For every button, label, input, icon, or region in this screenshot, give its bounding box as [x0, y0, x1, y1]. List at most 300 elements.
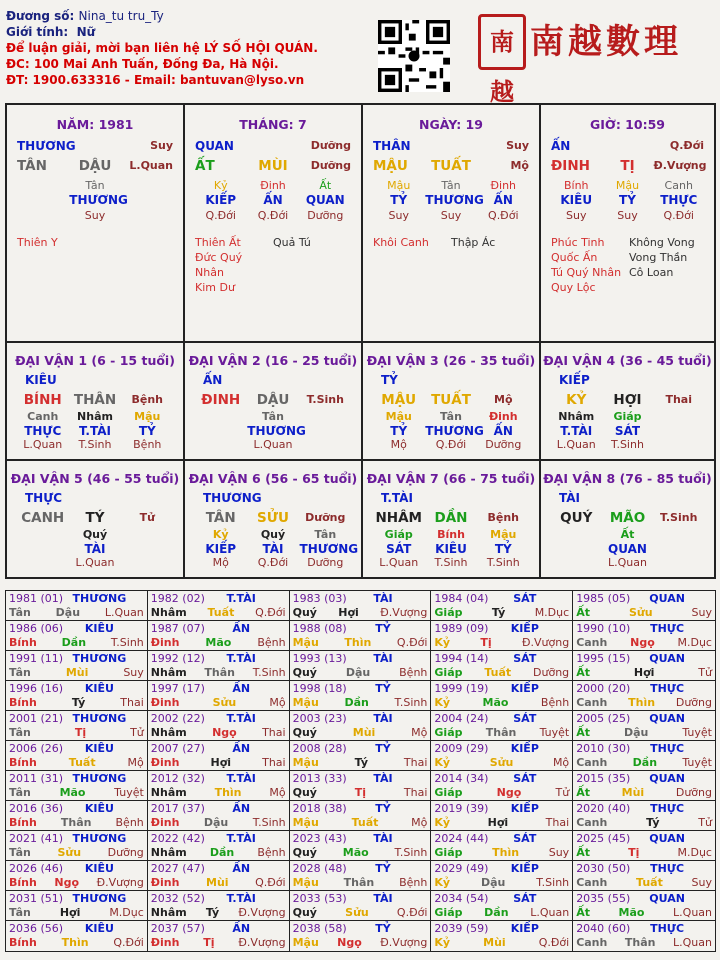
spacer: [551, 542, 601, 556]
hidden-star: THỰC: [24, 424, 62, 438]
year-ganzhi-row: [431, 726, 572, 740]
year-can: Quý: [292, 846, 317, 859]
dai-van-chi: SỬU: [257, 510, 289, 526]
auspicious-star: Quốc Ấn: [551, 251, 598, 264]
year-can: Mậu: [292, 936, 319, 949]
year-can: Tân: [9, 906, 31, 919]
year-can: Nhâm: [150, 906, 187, 919]
year-cell: [431, 921, 573, 951]
pillar-right: Đ.Vượng: [653, 159, 707, 172]
year-ganzhi-row: [573, 846, 715, 860]
dai-van-title: ĐẠI VẬN 3 (26 - 35 tuổi): [366, 353, 536, 368]
year-header-row: [6, 651, 147, 666]
year-can: Giáp: [434, 846, 463, 859]
year-ganzhi-row: [148, 876, 289, 890]
year-header-row: [6, 891, 147, 906]
hidden-can: Mậu: [134, 410, 161, 423]
year-star: QUAN: [649, 772, 685, 785]
year-chi: Dậu: [480, 876, 506, 889]
year-star: QUAN: [649, 592, 685, 605]
inauspicious-star: Thập Ác: [451, 236, 496, 249]
year-stage: Đ.Vượng: [380, 606, 428, 619]
year-label: 1981 (01): [9, 592, 64, 605]
year-label: 2012 (32): [150, 772, 205, 785]
year-header-row: [573, 741, 715, 756]
dai-van-title: ĐẠI VẬN 6 (56 - 65 tuổi): [188, 471, 358, 486]
year-chi: Ngọ: [54, 876, 80, 889]
year-chi: Dậu: [203, 816, 229, 829]
hidden-can: Bính: [437, 528, 465, 541]
year-ganzhi-row: [431, 636, 572, 650]
hidden-star: T.TÀI: [560, 424, 593, 438]
year-header-row: [6, 681, 147, 696]
year-ganzhi-row: [290, 876, 431, 890]
hidden-stage: Q.Đới: [205, 209, 236, 222]
year-ganzhi-row: [6, 696, 147, 710]
year-star: ẤN: [232, 862, 251, 875]
pillar-chi: TUẤT: [431, 158, 471, 174]
year-ganzhi-row: [6, 786, 147, 800]
year-label: 2014 (34): [434, 772, 489, 785]
year-stage: Thai: [403, 786, 428, 799]
year-stage: L.Quan: [104, 606, 144, 619]
year-cell: [431, 711, 573, 741]
year-ganzhi-row: [290, 756, 431, 770]
year-can: Giáp: [434, 786, 463, 799]
hidden-can: Tân: [440, 410, 462, 423]
spacer: [69, 138, 120, 154]
year-label: 2008 (28): [292, 742, 347, 755]
spacer: [425, 138, 476, 154]
year-can: Bính: [9, 696, 37, 709]
pillar-title: NĂM: 1981: [56, 117, 134, 132]
dai-van-chi: TUẤT: [431, 392, 471, 408]
year-can: Giáp: [434, 726, 463, 739]
year-cell: [6, 711, 148, 741]
pillar-stage: Dưỡng: [310, 139, 351, 152]
year-ganzhi-row: [148, 786, 289, 800]
spacer: [17, 193, 68, 208]
year-cell: [573, 771, 715, 801]
hidden-can-row: [541, 178, 714, 193]
hidden-can: Kỷ: [212, 528, 229, 541]
pillar-chi: TỊ: [620, 158, 635, 174]
year-can: Quý: [292, 906, 317, 919]
year-chi: Tuất: [207, 606, 235, 619]
year-ganzhi-row: [6, 936, 147, 950]
year-stage: Tuyệt: [682, 726, 712, 739]
year-cell: [573, 801, 715, 831]
year-header-row: [431, 771, 572, 786]
year-cell: [148, 591, 290, 621]
year-label: 1983 (03): [292, 592, 347, 605]
year-can: Quý: [292, 786, 317, 799]
year-can: Canh: [576, 756, 608, 769]
hidden-can: Tân: [85, 179, 105, 192]
year-star: KIÊU: [84, 862, 114, 875]
dai-van-main-row: [363, 390, 539, 410]
inauspicious-star: Vong Thần: [629, 251, 688, 264]
year-label: 1992 (12): [150, 652, 205, 665]
year-ganzhi-row: [573, 876, 715, 890]
pillar-day: [363, 105, 541, 343]
year-header-row: [6, 711, 147, 726]
year-stage: T.Sinh: [110, 636, 144, 649]
hidden-star-row: [185, 542, 361, 556]
hidden-stage-row: [185, 208, 361, 223]
year-stage: Q.Đới: [396, 636, 428, 649]
pillar-right: L.Quan: [129, 159, 173, 172]
brand-logo-text: 南越數理: [530, 22, 682, 62]
year-chi: Thân: [624, 936, 656, 949]
year-label: 1988 (08): [292, 622, 347, 635]
year-can: Kỷ: [434, 636, 451, 649]
year-star: KIẾP: [510, 802, 539, 815]
spacer: [17, 542, 68, 556]
year-header-row: [148, 861, 289, 876]
year-ganzhi-row: [573, 636, 715, 650]
year-ganzhi-row: [431, 816, 572, 830]
year-cell: [290, 681, 432, 711]
year-can: Ất: [576, 726, 590, 739]
year-label: 2010 (30): [576, 742, 631, 755]
year-star: KIÊU: [84, 622, 114, 635]
year-star: ẤN: [232, 622, 251, 635]
year-cell: [290, 711, 432, 741]
spacer: [654, 542, 704, 556]
year-header-row: [431, 801, 572, 816]
year-cell: [6, 771, 148, 801]
hidden-stage: Q.Đới: [435, 438, 467, 451]
year-stage: T.Sinh: [394, 696, 428, 709]
year-ganzhi-row: [290, 906, 431, 920]
year-chi: Hợi: [59, 906, 81, 919]
year-label: 2032 (52): [150, 892, 205, 905]
hidden-can: Bính: [563, 179, 589, 192]
hidden-star-row: [541, 193, 714, 208]
hidden-can: Tân: [441, 179, 461, 192]
year-stage: M.Dục: [677, 636, 712, 649]
hidden-star: THƯƠNG: [425, 424, 484, 438]
year-cell: [148, 741, 290, 771]
pillar-chi: DẬU: [78, 158, 112, 174]
year-chi: Mùi: [483, 936, 506, 949]
year-stage: Đ.Vượng: [238, 936, 286, 949]
year-can: Bính: [9, 636, 37, 649]
hidden-stage: Suy: [617, 209, 638, 222]
hidden-stage: Dưỡng: [307, 556, 344, 569]
year-can: Tân: [9, 606, 31, 619]
hidden-stage-row: [541, 438, 714, 452]
year-header-row: [573, 801, 715, 816]
year-header-row: [431, 681, 572, 696]
hidden-stage-row: [185, 556, 361, 570]
year-star: SÁT: [513, 712, 537, 725]
dai-van-star: THỰC: [25, 491, 63, 505]
hidden-can: Đinh: [488, 410, 518, 423]
year-chi: Sửu: [57, 846, 82, 859]
pillar-title: THÁNG: 7: [239, 117, 307, 132]
pillar-main-row: [185, 156, 361, 176]
year-label: 2031 (51): [9, 892, 64, 905]
year-ganzhi-row: [290, 666, 431, 680]
pillar-can: ẤT: [195, 158, 215, 174]
year-header-row: [290, 711, 431, 726]
year-ganzhi-row: [6, 666, 147, 680]
year-chi: Tý: [354, 756, 369, 769]
pillar-hour: [541, 105, 714, 343]
year-star: KIẾP: [510, 622, 539, 635]
auspicious-star: Phúc Tinh: [551, 236, 605, 249]
year-star: THỰC: [650, 862, 685, 875]
year-star: ẤN: [232, 742, 251, 755]
year-chi: Dần: [484, 906, 509, 919]
year-star: THƯƠNG: [72, 772, 127, 785]
year-star: KIẾP: [510, 682, 539, 695]
spacer: [254, 490, 305, 506]
hidden-can-row: [363, 528, 539, 542]
year-ganzhi-row: [431, 666, 572, 680]
year-chi: Dậu: [55, 606, 81, 619]
hidden-star: SÁT: [386, 542, 412, 556]
year-cell: [290, 891, 432, 921]
spacer: [551, 556, 601, 570]
dai-van-star: ẤN: [203, 373, 223, 387]
dai-van-chi: DẬU: [256, 392, 290, 408]
year-cell: [431, 651, 573, 681]
year-ganzhi-row: [431, 906, 572, 920]
year-ganzhi-row: [148, 606, 289, 620]
dai-van-star-row: [185, 372, 361, 388]
year-header-row: [431, 861, 572, 876]
spacer: [17, 528, 68, 542]
year-header-row: [6, 621, 147, 636]
year-chi: Ngọ: [337, 936, 362, 949]
year-header-row: [6, 771, 147, 786]
year-label: 1999 (19): [434, 682, 489, 695]
year-star: THƯƠNG: [72, 652, 127, 665]
year-can: Đinh: [150, 936, 180, 949]
dai-van-5: [7, 461, 185, 577]
hidden-stage: L.Quan: [75, 556, 115, 569]
pillar-right: Dưỡng: [310, 159, 351, 172]
year-star: KIẾP: [510, 862, 539, 875]
year-can: Bính: [9, 936, 37, 949]
year-chi: Thân: [343, 876, 375, 889]
pillar-month: [185, 105, 363, 343]
spacer: [122, 193, 173, 208]
year-cell: [573, 681, 715, 711]
year-star: THỰC: [650, 682, 685, 695]
year-ganzhi-row: [148, 666, 289, 680]
hidden-stage-row: [363, 208, 539, 223]
year-can: Đinh: [150, 696, 180, 709]
year-stage: Suy: [691, 606, 712, 619]
pillar-main-row: [7, 156, 183, 176]
ma-so-line: Đương số: Nina_tu tru_Ty: [6, 9, 164, 23]
year-ganzhi-row: [148, 756, 289, 770]
year-label: 2033 (53): [292, 892, 347, 905]
year-chi: Thìn: [214, 786, 242, 799]
year-can: Bính: [9, 756, 37, 769]
spacer: [654, 438, 704, 452]
hidden-star: KIÊU: [560, 193, 593, 207]
year-label: 1985 (05): [576, 592, 631, 605]
dai-van-title: ĐẠI VẬN 7 (66 - 75 tuổi): [366, 471, 536, 486]
year-cell: [6, 891, 148, 921]
dai-van-6: [185, 461, 363, 577]
year-can: Canh: [576, 636, 608, 649]
spacer: [76, 490, 127, 506]
year-header-row: [148, 591, 289, 606]
year-can: Đinh: [150, 816, 180, 829]
dai-van-main-row: [185, 390, 361, 410]
year-label: 2024 (44): [434, 832, 489, 845]
inauspicious-star: Cô Loan: [629, 266, 674, 279]
year-chi: Tuất: [68, 756, 96, 769]
hidden-star-row: [7, 424, 183, 438]
year-cell: [148, 921, 290, 951]
phone-email-line: ĐT: 1900.633316 - Email: bantuvan@lyso.vn: [6, 73, 305, 87]
year-chi: Sửu: [489, 756, 514, 769]
year-chi: Sửu: [628, 606, 653, 619]
hidden-star: TÀI: [84, 542, 106, 556]
year-label: 2003 (23): [292, 712, 347, 725]
year-star: T.TÀI: [226, 712, 256, 725]
year-chi: Dậu: [623, 726, 649, 739]
hidden-can: Giáp: [384, 528, 413, 541]
year-ganzhi-row: [431, 936, 572, 950]
year-cell: [431, 891, 573, 921]
hidden-can: Mậu: [387, 179, 411, 192]
annual-luck-table: [5, 590, 716, 952]
hidden-can: Nhâm: [77, 410, 113, 423]
hidden-stage: Q.Đới: [257, 209, 289, 222]
year-label: 1995 (15): [576, 652, 631, 665]
year-stage: Mộ: [269, 786, 286, 799]
dai-van-4: [541, 343, 714, 461]
dai-van-can: ĐINH: [201, 392, 241, 408]
year-star: ẤN: [232, 922, 251, 935]
hidden-star: KIẾP: [205, 193, 237, 207]
pillar-chi: MÙI: [258, 158, 288, 174]
hidden-star: SÁT: [614, 424, 641, 438]
year-header-row: [6, 861, 147, 876]
year-chi: Mão: [205, 636, 232, 649]
year-star: TỶ: [375, 802, 391, 815]
year-stage: Suy: [691, 876, 712, 889]
year-cell: [148, 801, 290, 831]
year-star: SÁT: [513, 892, 537, 905]
year-cell: [573, 861, 715, 891]
year-ganzhi-row: [148, 636, 289, 650]
year-can: Nhâm: [150, 846, 187, 859]
year-ganzhi-row: [573, 726, 715, 740]
year-stage: Q.Đới: [113, 936, 144, 949]
dai-van-can: KỶ: [566, 392, 587, 408]
year-chi: Tuất: [484, 666, 512, 679]
star-row: [363, 235, 539, 250]
dai-van-star: KIÊU: [25, 373, 57, 387]
hidden-can: Đinh: [260, 179, 286, 192]
year-stage: Bệnh: [115, 816, 144, 829]
spacer: [551, 528, 601, 542]
hidden-stage-row: [363, 438, 539, 452]
year-header-row: [290, 891, 431, 906]
year-cell: [6, 831, 148, 861]
hidden-star: QUAN: [608, 542, 647, 556]
year-stage: Tuyệt: [682, 756, 712, 769]
year-cell: [6, 921, 148, 951]
year-header-row: [148, 711, 289, 726]
qr-code-icon[interactable]: [378, 20, 450, 92]
year-chi: Tý: [491, 606, 506, 619]
year-cell: [290, 591, 432, 621]
year-header-row: [431, 891, 572, 906]
year-cell: [573, 651, 715, 681]
year-star: T.TÀI: [226, 592, 256, 605]
year-can: Ất: [576, 906, 590, 919]
year-header-row: [148, 831, 289, 846]
year-chi: Ngọ: [496, 786, 522, 799]
year-chi: Mùi: [621, 786, 645, 799]
year-can: Nhâm: [150, 726, 187, 739]
year-cell: [573, 591, 715, 621]
year-stage: Tử: [698, 816, 712, 829]
year-header-row: [431, 741, 572, 756]
year-cell: [431, 621, 573, 651]
year-header-row: [148, 921, 289, 936]
hidden-can: Mậu: [385, 410, 412, 423]
year-can: Canh: [576, 936, 608, 949]
year-label: 1993 (13): [292, 652, 347, 665]
spacer: [17, 208, 68, 223]
hidden-can: Quý: [260, 528, 286, 541]
year-can: Mậu: [292, 636, 319, 649]
year-ganzhi-row: [6, 846, 147, 860]
year-cell: [148, 771, 290, 801]
year-stage: Tử: [130, 726, 144, 739]
year-stage: Tử: [698, 666, 712, 679]
hidden-can-row: [185, 528, 361, 542]
spacer: [17, 556, 68, 570]
year-star: KIÊU: [84, 682, 114, 695]
hidden-stage: Suy: [566, 209, 587, 222]
year-ganzhi-row: [290, 936, 431, 950]
pillar-year: [7, 105, 185, 343]
year-star: SÁT: [513, 592, 537, 605]
year-cell: [290, 621, 432, 651]
dai-van-7: [363, 461, 541, 577]
year-chi: Mão: [482, 696, 509, 709]
pillar-can: MẬU: [373, 158, 408, 174]
year-star: TỶ: [375, 922, 391, 935]
hidden-star: TỶ: [619, 193, 636, 207]
year-chi: Sửu: [345, 906, 369, 919]
year-can: Kỷ: [434, 816, 451, 829]
auspicious-star: Thiên Y: [17, 236, 58, 249]
year-can: Kỷ: [434, 756, 451, 769]
year-star: T.TÀI: [226, 772, 256, 785]
year-can: Giáp: [434, 906, 463, 919]
year-header-row: [573, 711, 715, 726]
year-label: 1984 (04): [434, 592, 489, 605]
year-star: THƯƠNG: [72, 712, 127, 725]
year-can: Tân: [9, 726, 31, 739]
year-ganzhi-row: [573, 666, 715, 680]
year-chi: Dần: [209, 846, 235, 859]
hidden-can: Kỷ: [213, 179, 228, 192]
